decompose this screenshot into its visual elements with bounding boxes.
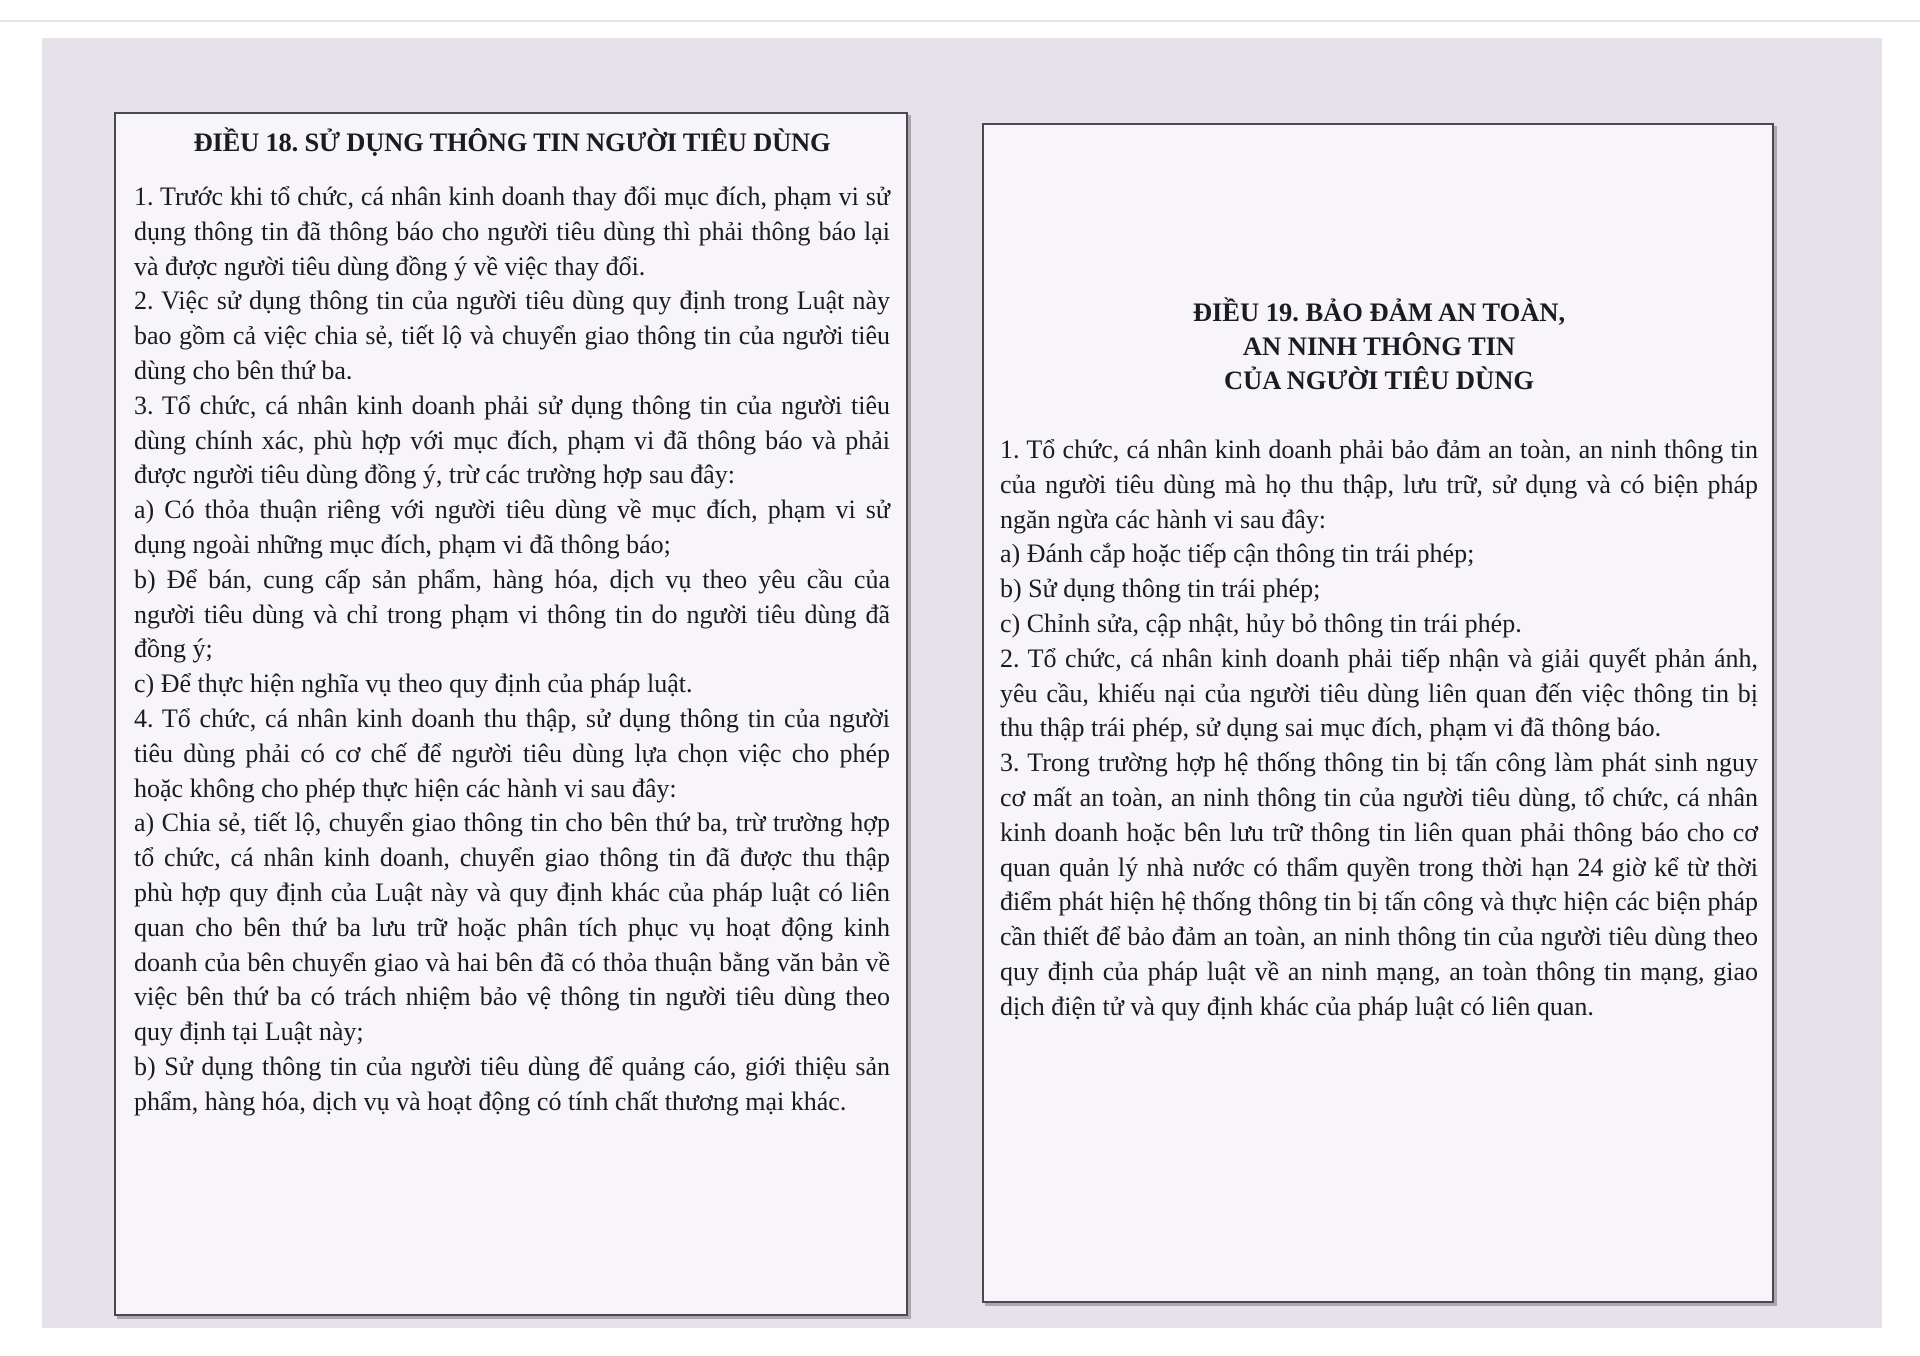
- article-19-paragraph: 3. Trong trường hợp hệ thống thông tin bị tấn công làm phát sinh nguy cơ mất an toàn, an ninh thông tin của người tiêu dùng, tổ chức, cá nhân kinh doanh hoặc bên lưu trữ thông tin liên quan phải thông báo cho cơ quan quản lý nhà nước có thẩm quyền trong thời hạn 24 giờ kể từ thời điểm phát hiện hệ thống thông tin bị tấn công và thực hiện các biện pháp cần thiết để bảo đảm an toàn, an ninh thông tin của người tiêu dùng theo quy định của pháp luật về an ninh mạng, an toàn thông tin mạng, giao dịch điện tử và quy định khác của pháp luật có liên quan.: [1000, 748, 1758, 1021]
- article-19-box: [982, 123, 1774, 1303]
- article-19-paragraph: 1. Tổ chức, cá nhân kinh doanh phải bảo đảm an toàn, an ninh thông tin của người tiêu dùng mà họ thu thập, lưu trữ, sử dụng và có biện pháp ngăn ngừa các hành vi sau đây:: [1000, 435, 1758, 534]
- article-18-paragraph: b) Sử dụng thông tin của người tiêu dùng để quảng cáo, giới thiệu sản phẩm, hàng hóa, dịch vụ và hoạt động có tính chất thương mại khác.: [134, 1051, 890, 1116]
- article-19-paragraph: b) Sử dụng thông tin trái phép;: [1000, 574, 1321, 604]
- article-18-heading: ĐIỀU 18. SỬ DỤNG THÔNG TIN NGƯỜI TIÊU DÙNG: [193, 127, 831, 157]
- article-18-paragraph: a) Chia sẻ, tiết lộ, chuyển giao thông tin cho bên thứ ba, trừ trường hợp tổ chức, cá nhân kinh doanh, chuyển giao thông tin đã được thu thập phù hợp quy định của Luật này và quy định khác của pháp luật có liên quan cho bên thứ ba lưu trữ hoặc phân tích phục vụ hoạt động kinh doanh của bên chuyển giao và hai bên đã có thỏa thuận bằng văn bản về việc bên thứ ba có trách nhiệm bảo vệ thông tin người tiêu dùng theo quy định tại Luật này;: [134, 808, 890, 1047]
- article-19-heading: [1000, 295, 1758, 397]
- article-19-heading-line: AN NINH THÔNG TIN: [1242, 331, 1516, 361]
- article-18-paragraph: c) Để thực hiện nghĩa vụ theo quy định của pháp luật.: [134, 669, 693, 699]
- article-18-paragraph: 1. Trước khi tổ chức, cá nhân kinh doanh thay đổi mục đích, phạm vi sử dụng thông tin đã thông báo cho người tiêu dùng thì phải thông báo lại và được người tiêu dùng đồng ý về việc thay đổi.: [134, 182, 890, 281]
- top-divider: [0, 20, 1920, 22]
- article-18-box: [114, 112, 908, 1316]
- article-19-paragraph: c) Chỉnh sửa, cập nhật, hủy bỏ thông tin trái phép.: [1000, 608, 1522, 638]
- article-18-paragraph: b) Để bán, cung cấp sản phẩm, hàng hóa, dịch vụ theo yêu cầu của người tiêu dùng và chỉ trong phạm vi thông tin do người tiêu dùng đã đồng ý;: [134, 564, 890, 664]
- article-19-heading-line: ĐIỀU 19. BẢO ĐẢM AN TOÀN,: [1192, 297, 1566, 327]
- article-19-paragraph: a) Đánh cắp hoặc tiếp cận thông tin trái phép;: [1000, 539, 1475, 569]
- article-19-body: [1000, 433, 1758, 1025]
- article-18-paragraph: 4. Tổ chức, cá nhân kinh doanh thu thập, sử dụng thông tin của người tiêu dùng phải có cơ chế để người tiêu dùng lựa chọn việc cho phép hoặc không cho phép thực hiện các hành vi sau đây:: [134, 703, 890, 803]
- article-19-paragraph: 2. Tổ chức, cá nhân kinh doanh phải tiếp nhận và giải quyết phản ánh, yêu cầu, khiếu nại của người tiêu dùng liên quan đến việc thông tin bị thu thập trái phép, sử dụng sai mục đích, phạm vi đã thông báo.: [1000, 643, 1758, 743]
- article-18-paragraph: 3. Tổ chức, cá nhân kinh doanh phải sử dụng thông tin của người tiêu dùng chính xác, phù hợp với mục đích, phạm vi đã thông báo và phải được người tiêu dùng đồng ý, trừ các trường hợp sau đây:: [134, 390, 890, 490]
- article-19-heading-line: CỦA NGƯỜI TIÊU DÙNG: [1224, 365, 1534, 395]
- article-18-paragraph: a) Có thỏa thuận riêng với người tiêu dùng về mục đích, phạm vi sử dụng ngoài những mục đích, phạm vi đã thông báo;: [134, 495, 890, 559]
- article-18-body: [134, 180, 890, 1120]
- article-18-paragraph: 2. Việc sử dụng thông tin của người tiêu dùng quy định trong Luật này bao gồm cả việc chia sẻ, tiết lộ và chuyển giao thông tin của người tiêu dùng cho bên thứ ba.: [134, 286, 890, 385]
